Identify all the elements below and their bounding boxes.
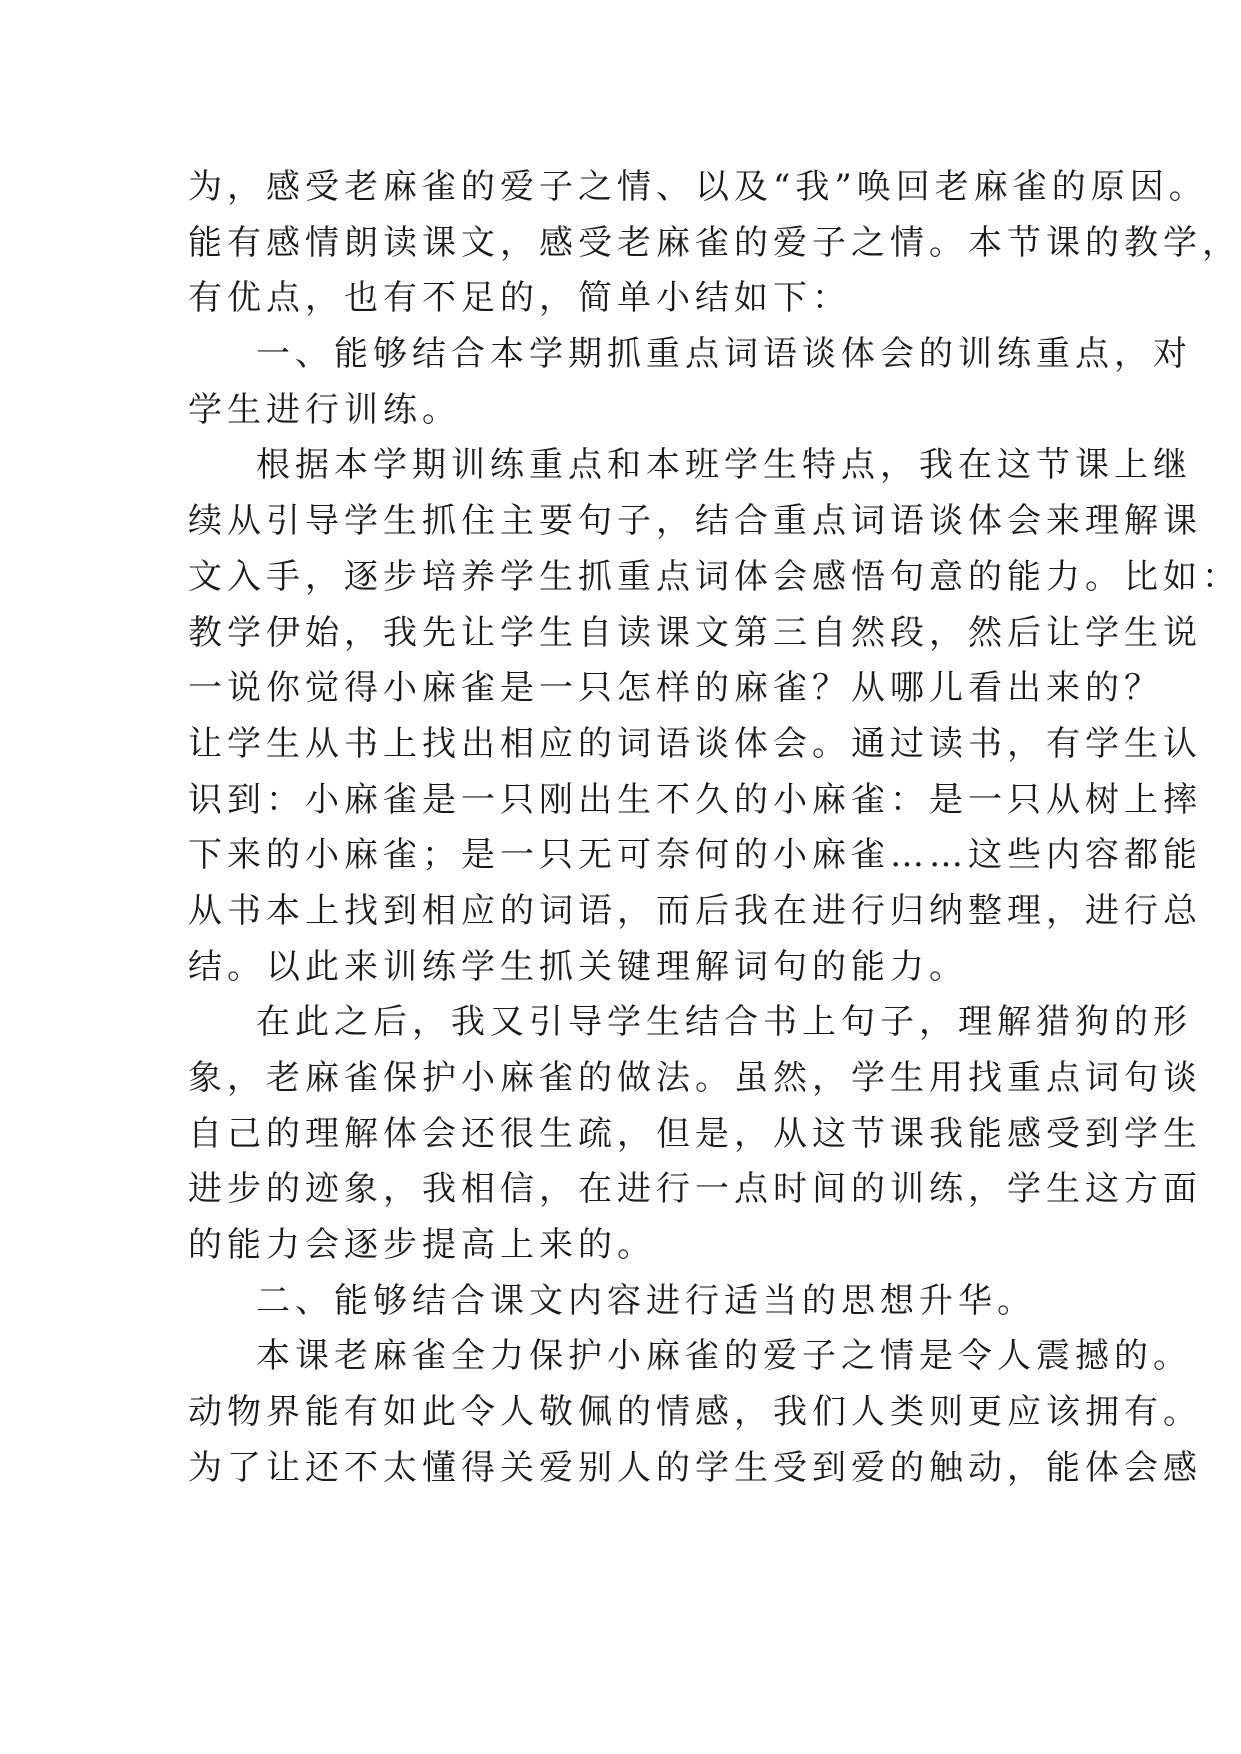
text-line: 让学生从书上找出相应的词语谈体会。通过读书，有学生认 (188, 723, 1202, 764)
text-line: 结。以此来训练学生抓关键理解词句的能力。 (188, 946, 968, 987)
text-line: 续从引导学生抓住主要句子，结合重点词语谈体会来理解课 (188, 501, 1202, 542)
text-line: 有优点，也有不足的，简单小结如下： (188, 278, 851, 319)
text-line: 的能力会逐步提高上来的。 (188, 1225, 656, 1266)
text-line: 进步的迹象，我相信，在进行一点时间的训练，学生这方面 (188, 1169, 1202, 1210)
text-line: 能有感情朗读课文，感受老麻雀的爱子之情。本节课的教学， (188, 222, 1241, 263)
text-line: 一、能够结合本学期抓重点词语谈体会的训练重点，对 (256, 334, 1192, 375)
text-line: 为了让还不太懂得关爱别人的学生受到爱的触动，能体会感 (188, 1447, 1202, 1488)
text-line: 教学伊始，我先让学生自读课文第三自然段，然后让学生说 (188, 612, 1202, 653)
text-line: 一说你觉得小麻雀是一只怎样的麻雀？从哪儿看出来的？ (188, 668, 1163, 709)
text-line: 二、能够结合课文内容进行适当的思想升华。 (256, 1280, 1036, 1321)
text-line: 动物界能有如此令人敬佩的情感，我们人类则更应该拥有。 (188, 1392, 1202, 1433)
text-line: 象，老麻雀保护小麻雀的做法。虽然，学生用找重点词句谈 (188, 1058, 1202, 1098)
text-line: 本课老麻雀全力保护小麻雀的爱子之情是令人震撼的。 (256, 1336, 1192, 1377)
text-line: 识到：小麻雀是一只刚出生不久的小麻雀：是一只从树上摔 (188, 779, 1202, 820)
text-line: 在此之后，我又引导学生结合书上句子，理解猎狗的形 (256, 1002, 1192, 1043)
document-body (188, 160, 1241, 1497)
text-line: 下来的小麻雀；是一只无可奈何的小麻雀……这些内容都能 (188, 835, 1202, 876)
text-line: 自己的理解体会还很生疏，但是，从这节课我能感受到学生 (188, 1113, 1202, 1154)
text-line: 文入手，逐步培养学生抓重点词体会感悟句意的能力。比如： (188, 556, 1241, 597)
text-line: 为，感受老麻雀的爱子之情、以及“我”唤回老麻雀的原因。 (188, 167, 1208, 207)
text-line: 从书本上找到相应的词语，而后我在进行归纳整理，进行总 (188, 890, 1202, 931)
text-line: 学生进行训练。 (188, 389, 461, 430)
text-line: 根据本学期训练重点和本班学生特点，我在这节课上继 (256, 445, 1192, 486)
